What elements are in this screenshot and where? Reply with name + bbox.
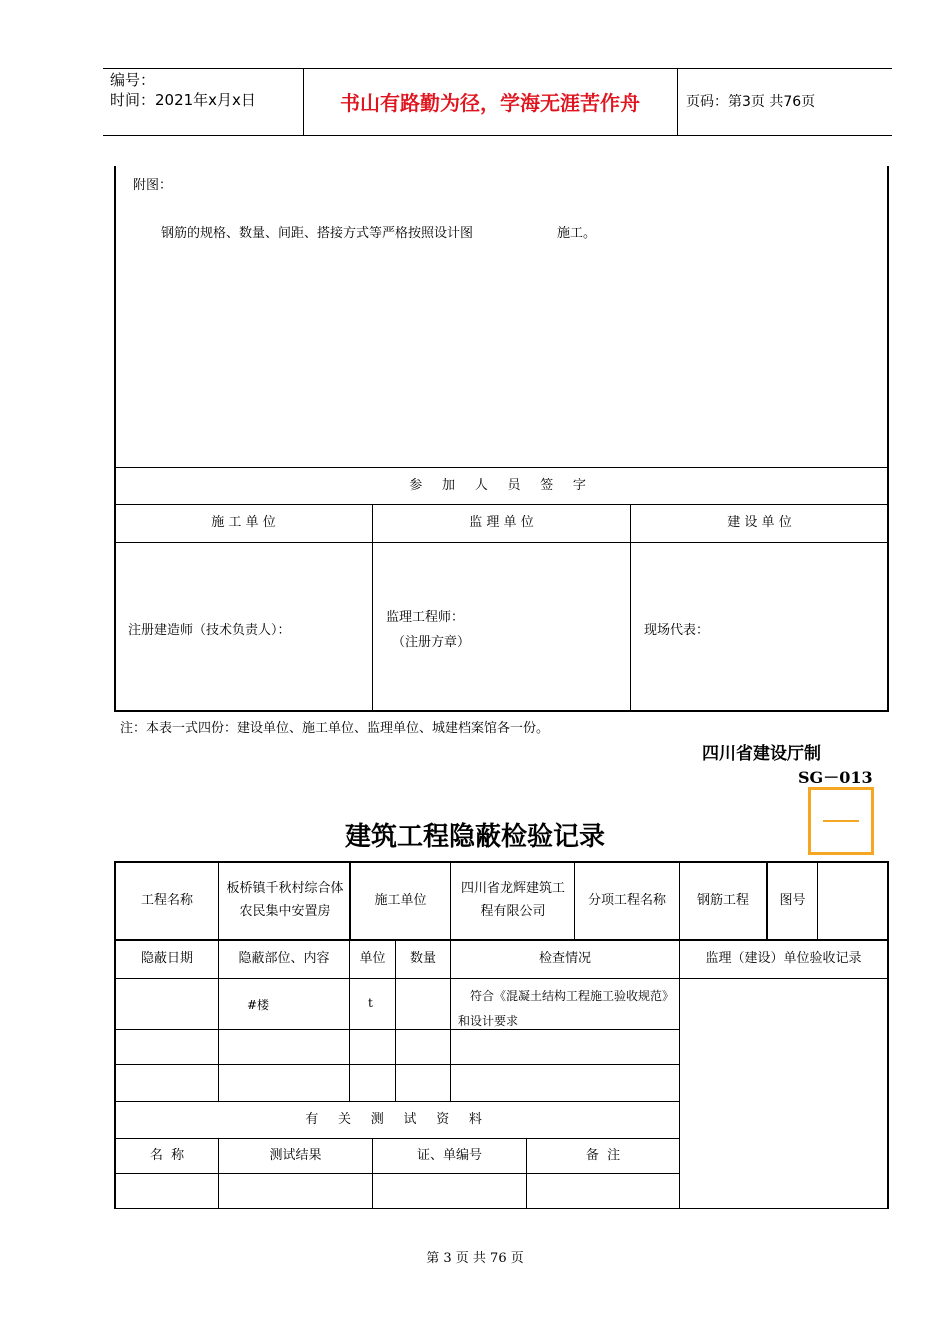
- row-divider: [114, 1173, 680, 1174]
- test-col-name: 名 称: [149, 1147, 185, 1163]
- stamp-box: [808, 787, 874, 855]
- supervision-engineer-field: 监理工程师：: [386, 610, 465, 625]
- col-header-part: 隐蔽部位、内容: [238, 951, 330, 967]
- stamp-dash: [823, 820, 859, 822]
- signature-heading: 参 加 人 员 签 字: [409, 477, 594, 493]
- row-divider: [114, 1064, 680, 1065]
- drawing-number-value: [818, 863, 887, 939]
- check-result-cell: 符合《混凝土结构工程施工验收规范》和设计要求: [458, 989, 675, 1028]
- column-divider: [450, 861, 451, 940]
- document-date: 时间：2021年x月x日: [110, 91, 256, 109]
- col-header-unit: 单位: [359, 951, 386, 967]
- column-divider: [218, 861, 219, 940]
- supervision-seal-note: （注册方章）: [392, 635, 471, 650]
- contractor-value: 四川省龙辉建筑工程有限公司: [460, 881, 565, 919]
- col-header-qty: 数量: [409, 951, 436, 967]
- form-code: SG－013: [798, 768, 873, 787]
- form-border: [114, 710, 889, 712]
- page-footer: 第 3 页 共 76 页: [426, 1251, 524, 1266]
- owner-signature-field: 现场代表：: [644, 623, 710, 638]
- motto-text: 书山有路勤为径，学海无涯苦作舟: [340, 91, 640, 115]
- subitem-label: 分项工程名称: [587, 892, 666, 908]
- subitem-value: 钢筋工程: [696, 892, 749, 908]
- drawing-number-label: 图号: [779, 892, 806, 908]
- contractor-label: 施工单位: [374, 892, 427, 908]
- col-header-acceptance: 监理（建设）单位验收记录: [705, 951, 862, 967]
- owner-unit-header: 建 设 单 位: [727, 515, 792, 531]
- col-header-date: 隐蔽日期: [140, 951, 193, 967]
- project-name-value: 板桥镇千秋村综合体农民集中安置房: [226, 881, 344, 919]
- form-border: [114, 166, 116, 712]
- attachment-label: 附图：: [133, 178, 173, 193]
- supervision-unit-header: 监 理 单 位: [469, 515, 534, 531]
- header-bottom-rule: [103, 135, 892, 136]
- row-divider: [115, 542, 888, 543]
- test-col-result: 测试结果: [269, 1147, 322, 1163]
- row-divider: [114, 978, 889, 979]
- column-divider: [679, 940, 680, 1208]
- col-header-check: 检查情况: [538, 951, 591, 967]
- hidden-part-cell: #楼: [247, 998, 270, 1012]
- project-name-label: 工程名称: [140, 892, 193, 908]
- test-col-certificate: 证、单编号: [416, 1147, 482, 1163]
- page-info: 页码：第3页 共76页: [686, 94, 816, 110]
- test-col-remarks: 备 注: [585, 1147, 621, 1163]
- unit-cell: t: [368, 996, 373, 1010]
- construction-signature-field: 注册建造师（技术负责人）：: [128, 623, 291, 638]
- form-border: [887, 861, 889, 1209]
- form-border: [887, 166, 889, 712]
- test-data-heading: 有 关 测 试 资 料: [305, 1111, 490, 1127]
- form-border: [114, 1208, 889, 1209]
- header-divider: [677, 68, 678, 135]
- rebar-note: 钢筋的规格、数量、间距、搭接方式等严格按照设计图: [161, 226, 474, 241]
- form-title: 建筑工程隐蔽检验记录: [344, 822, 605, 852]
- form-footnote: 注：本表一式四份：建设单位、施工单位、监理单位、城建档案馆各一份。: [120, 721, 550, 736]
- construction-unit-header: 施 工 单 位: [211, 515, 276, 531]
- document-number-label: 编号：: [110, 71, 156, 89]
- issuer-label: 四川省建设厅制: [702, 744, 821, 764]
- rebar-note-end: 施工。: [557, 226, 597, 241]
